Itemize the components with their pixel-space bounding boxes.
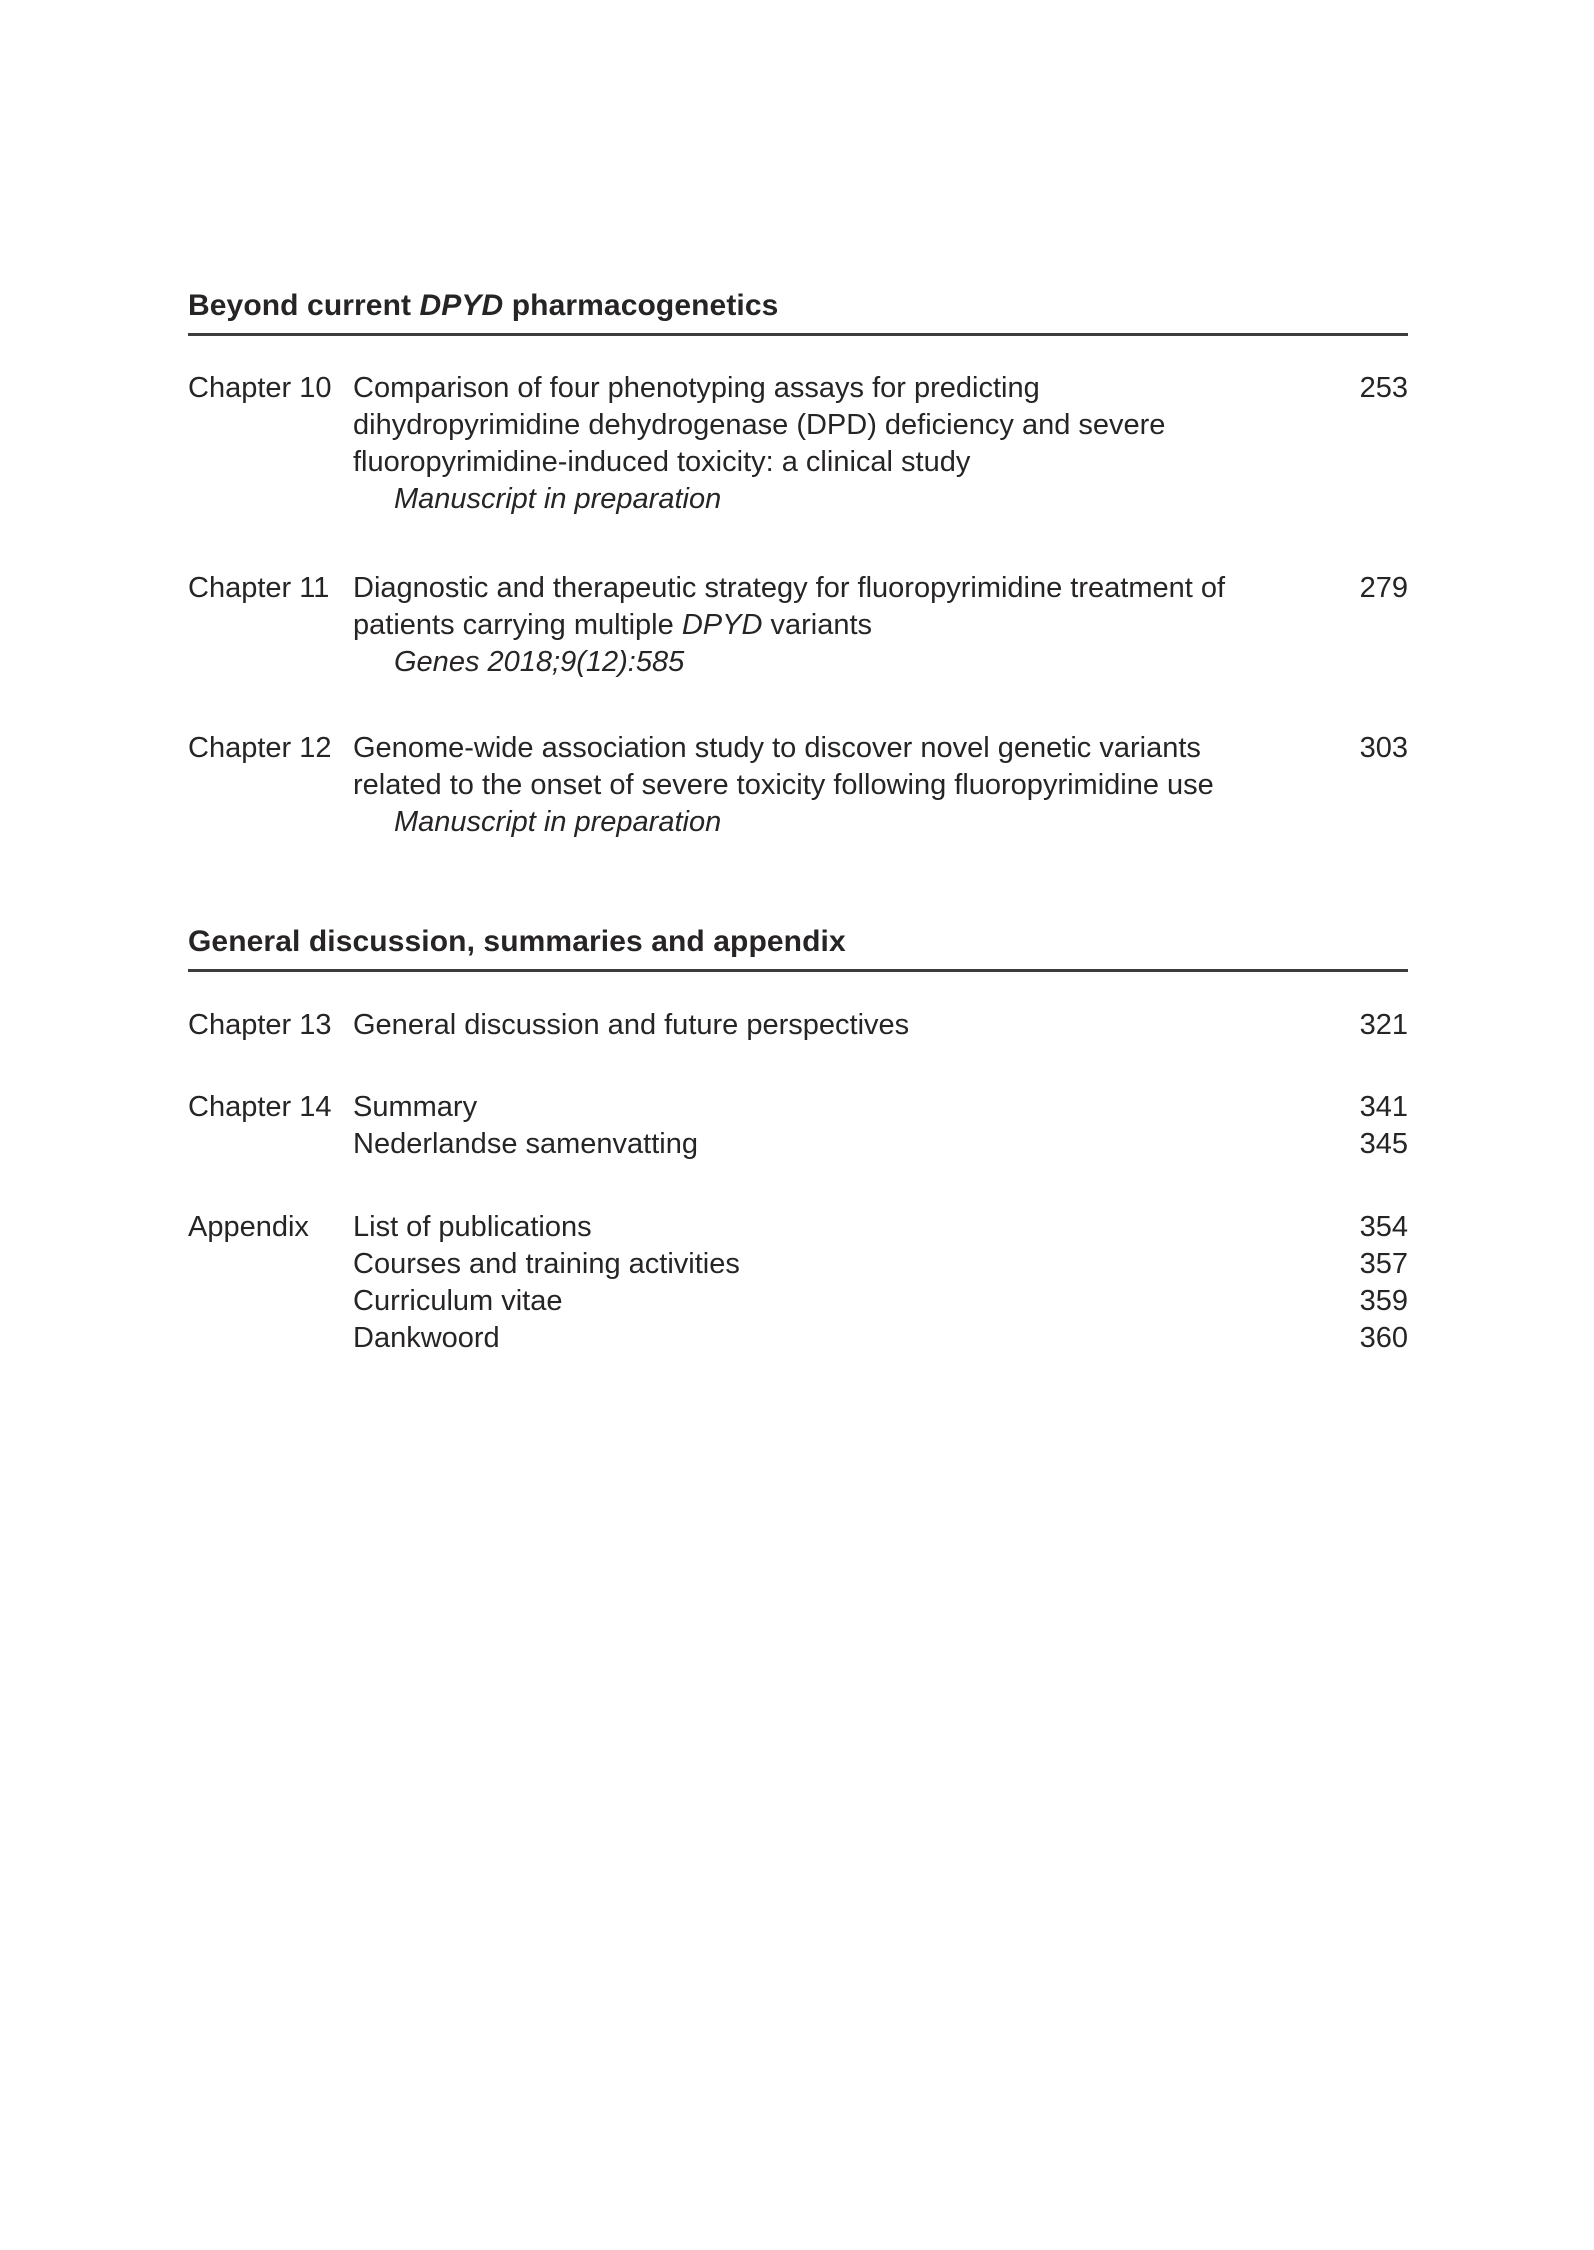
chapter-label: Chapter 12 bbox=[188, 732, 332, 764]
title-line: dihydropyrimidine dehydrogenase (DPD) deficiency and severe bbox=[353, 409, 1166, 441]
heading-text-post: pharmacogenetics bbox=[503, 289, 779, 322]
heading-text-pre: Beyond current bbox=[188, 289, 420, 322]
chapter-label: Chapter 10 bbox=[188, 372, 332, 404]
toc-item bbox=[353, 1126, 1408, 1163]
page-number: 360 bbox=[1359, 1322, 1408, 1354]
entry-items bbox=[353, 1209, 1408, 1357]
toc-item bbox=[353, 1246, 1408, 1283]
toc-entry-chapter-14 bbox=[188, 1089, 1408, 1163]
citation-line: Genes 2018;9(12):585 bbox=[394, 646, 685, 678]
toc-entry-chapter-12 bbox=[188, 730, 1408, 841]
page-number: 354 bbox=[1359, 1211, 1408, 1243]
toc-section-general-discussion bbox=[188, 923, 1408, 1357]
item-title: Nederlandse samenvatting bbox=[353, 1128, 698, 1160]
toc-entry-chapter-13 bbox=[188, 1007, 1408, 1044]
toc-section-beyond-dpyd bbox=[188, 287, 1408, 841]
citation-line: Manuscript in preparation bbox=[394, 483, 722, 515]
citation-line: Manuscript in preparation bbox=[394, 806, 722, 838]
title-line: Genome-wide association study to discover novel genetic variants bbox=[353, 732, 1201, 764]
title-line: related to the onset of severe toxicity following fluoropyrimidine use bbox=[353, 769, 1214, 801]
item-title: List of publications bbox=[353, 1211, 592, 1243]
page-number: 345 bbox=[1359, 1128, 1408, 1160]
page-number: 253 bbox=[1359, 372, 1408, 404]
item-title: Dankwoord bbox=[353, 1322, 500, 1354]
page-number: 357 bbox=[1359, 1248, 1408, 1280]
entry-title bbox=[353, 730, 1336, 841]
gene-name: DPYD bbox=[419, 289, 504, 322]
title-line bbox=[353, 607, 1336, 644]
toc-item bbox=[353, 1283, 1408, 1320]
section-divider bbox=[188, 333, 1408, 336]
chapter-label: Chapter 11 bbox=[188, 572, 330, 604]
gene-name: DPYD bbox=[681, 609, 763, 641]
chapter-label: Appendix bbox=[188, 1211, 309, 1243]
page-number: 359 bbox=[1359, 1285, 1408, 1317]
section-heading-general-discussion bbox=[188, 923, 1408, 960]
title-text-post: variants bbox=[762, 609, 873, 641]
chapter-label: Chapter 14 bbox=[188, 1091, 332, 1123]
toc-item bbox=[353, 1320, 1408, 1357]
page-number: 279 bbox=[1359, 572, 1408, 604]
page-number: 303 bbox=[1359, 732, 1408, 764]
title-line: fluoropyrimidine-induced toxicity: a clinical study bbox=[353, 446, 971, 478]
page-number: 341 bbox=[1359, 1091, 1408, 1123]
entry-items bbox=[353, 1007, 1408, 1044]
section-divider bbox=[188, 969, 1408, 972]
heading-text-pre: General discussion, summaries and appendix bbox=[188, 925, 846, 958]
title-line: Diagnostic and therapeutic strategy for fluoropyrimidine treatment of bbox=[353, 572, 1226, 604]
title-line: Comparison of four phenotyping assays for predicting bbox=[353, 372, 1040, 404]
entry-title bbox=[353, 570, 1336, 681]
entry-title bbox=[353, 370, 1336, 518]
title-text-pre: patients carrying multiple bbox=[353, 609, 682, 641]
toc-entry-chapter-10 bbox=[188, 370, 1408, 518]
toc-item bbox=[353, 1209, 1408, 1246]
item-title: General discussion and future perspectives bbox=[353, 1009, 910, 1041]
chapter-label: Chapter 13 bbox=[188, 1009, 332, 1041]
toc-page bbox=[188, 0, 1408, 1357]
toc-item bbox=[353, 1089, 1408, 1126]
page-number: 321 bbox=[1359, 1009, 1408, 1041]
item-title: Courses and training activities bbox=[353, 1248, 740, 1280]
section-heading-beyond-dpyd bbox=[188, 287, 1408, 324]
item-title: Summary bbox=[353, 1091, 478, 1123]
entry-items bbox=[353, 1089, 1408, 1163]
item-title: Curriculum vitae bbox=[353, 1285, 563, 1317]
toc-entry-chapter-11 bbox=[188, 570, 1408, 681]
toc-entry-appendix bbox=[188, 1209, 1408, 1357]
toc-item bbox=[353, 1007, 1408, 1044]
